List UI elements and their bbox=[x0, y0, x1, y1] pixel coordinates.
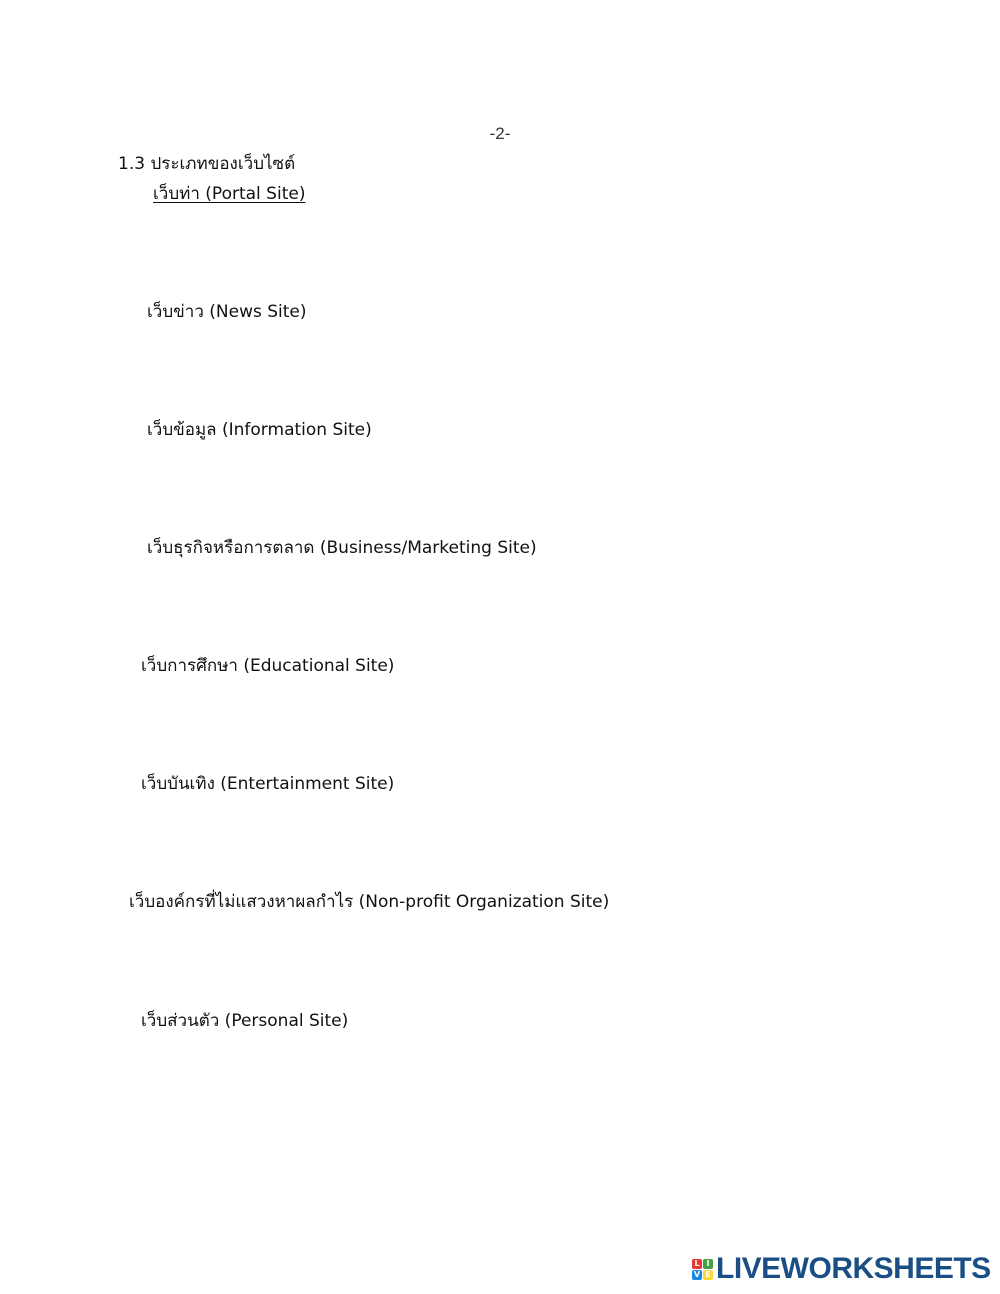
logo-mark-tile: I bbox=[703, 1259, 713, 1269]
site-type-portal: เว็บท่า (Portal Site) bbox=[153, 184, 306, 204]
logo-mark-tile: V bbox=[693, 1269, 701, 1279]
section-heading: 1.3 ประเภทของเว็บไซต์ bbox=[118, 154, 296, 174]
logo-mark-icon bbox=[692, 1259, 713, 1280]
site-type-nonprofit: เว็บองค์กรที่ไม่แสวงหาผลกำไร (Non-profit Organization Site) bbox=[129, 892, 610, 912]
site-type-educational: เว็บการศึกษา (Educational Site) bbox=[141, 656, 395, 676]
logo-text: LIVEWORKSHEETS bbox=[716, 1252, 991, 1285]
site-type-business: เว็บธุรกิจหรือการตลาด (Business/Marketing Site) bbox=[147, 538, 537, 558]
site-type-information: เว็บข้อมูล (Information Site) bbox=[147, 420, 372, 440]
logo-mark-tile: L bbox=[692, 1259, 702, 1269]
site-type-news: เว็บข่าว (News Site) bbox=[147, 302, 307, 322]
site-type-entertainment: เว็บบันเทิง (Entertainment Site) bbox=[141, 774, 395, 794]
liveworksheets-logo bbox=[692, 1252, 991, 1286]
logo-mark-tile: E bbox=[703, 1270, 713, 1280]
page-number: -2- bbox=[489, 124, 511, 143]
site-type-personal: เว็บส่วนตัว (Personal Site) bbox=[141, 1011, 349, 1031]
